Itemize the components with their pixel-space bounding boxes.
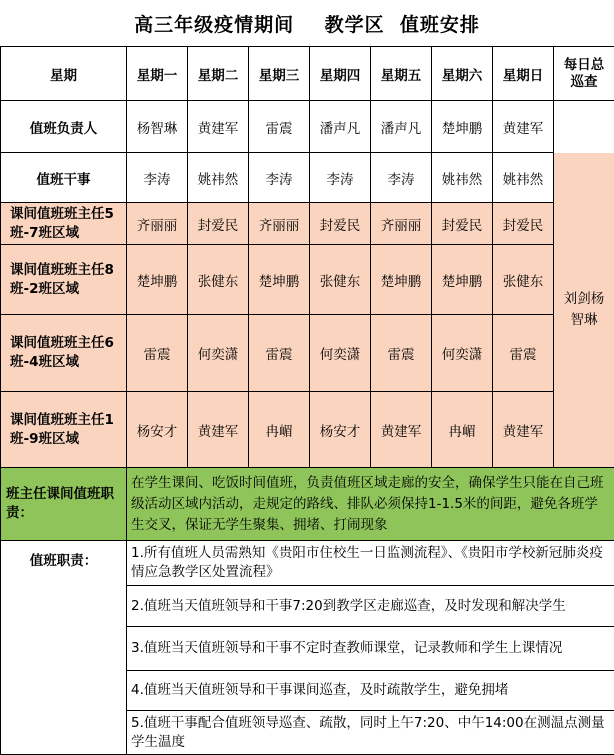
day-header-wed: 星期三 [249, 47, 310, 101]
table-cell: 李涛 [371, 153, 432, 203]
day-header-fri: 星期五 [371, 47, 432, 101]
duty-item: 2.值班当天值班领导和干事7:20到教学区走廊巡查，及时发现和解决学生 [127, 586, 614, 627]
table-cell: 楚坤鹏 [249, 245, 310, 315]
table-cell: 姚祎然 [432, 153, 493, 203]
table-cell: 楚坤鹏 [127, 245, 188, 315]
table-cell: 封爱民 [432, 203, 493, 245]
table-cell: 冉嵋 [432, 392, 493, 468]
table-cell: 封爱民 [310, 203, 371, 245]
table-cell: 姚祎然 [493, 153, 554, 203]
table-cell: 黄建军 [188, 392, 249, 468]
day-header-sat: 星期六 [432, 47, 493, 101]
daily-inspectors-cell [554, 153, 614, 468]
duty-item: 1.所有值班人员需熟知《贵阳市住校生一日监测流程》、《贵阳市学校新冠肺炎疫情应急教学区处置流程》 [127, 541, 614, 586]
table-cell: 杨智琳 [127, 101, 188, 153]
table-cell: 齐丽丽 [127, 203, 188, 245]
daily-inspectors: 刘剑杨智琳 [559, 289, 609, 331]
table-cell: 雷震 [249, 101, 310, 153]
duty-item-row [1, 541, 614, 586]
table-cell: 何奕潇 [188, 315, 249, 392]
daily-inspect-blank [554, 101, 614, 153]
table-cell: 封爱民 [188, 203, 249, 245]
table-cell: 楚坤鹏 [432, 101, 493, 153]
duties-label: 值班职责： [1, 541, 127, 755]
table-cell: 齐丽丽 [249, 203, 310, 245]
table-cell: 姚祎然 [188, 153, 249, 203]
table-cell: 黄建军 [188, 101, 249, 153]
duty-schedule-table [0, 46, 614, 755]
row-label: 值班负责人 [1, 101, 127, 153]
table-cell: 杨安才 [310, 392, 371, 468]
table-cell: 冉嵋 [249, 392, 310, 468]
day-header-sun: 星期日 [493, 47, 554, 101]
table-cell: 雷震 [127, 315, 188, 392]
weekday-header: 星期 [1, 47, 127, 101]
day-header-thu: 星期四 [310, 47, 371, 101]
table-cell: 黄建军 [371, 392, 432, 468]
table-cell: 封爱民 [493, 203, 554, 245]
duty-item: 4.值班当天值班领导和干事课间巡查，及时疏散学生，避免拥堵 [127, 671, 614, 711]
row-label: 课间值班班主任8班-2班区域 [1, 245, 127, 315]
table-cell: 张健东 [310, 245, 371, 315]
table-cell: 张健东 [493, 245, 554, 315]
homeroom-duty-text: 在学生课间、吃饭时间值班，负责值班区域走廊的安全，确保学生只能在自己班级活动区域内活动，走规定的路线、排队必须保持1-1.5米的间距，避免各班学生交叉，保证无学生聚集、拥堵、打闹现象 [127, 468, 614, 541]
table-row [1, 315, 614, 392]
table-cell: 何奕潇 [310, 315, 371, 392]
daily-inspect-header: 每日总巡查 [554, 47, 614, 101]
table-cell: 雷震 [371, 315, 432, 392]
table-cell: 雷震 [249, 315, 310, 392]
page-title: 高三年级疫情期间 教学区 值班安排 [0, 0, 614, 46]
duty-item: 5.值班干事配合值班领导巡查、疏散，同时上午7:20、中午14:00在测温点测量学生温度 [127, 711, 614, 755]
duty-item: 3.值班当天值班领导和干事不定时查教师课堂，记录教师和学生上课情况 [127, 627, 614, 671]
table-cell: 李涛 [127, 153, 188, 203]
table-cell: 潘声凡 [310, 101, 371, 153]
table-cell: 齐丽丽 [371, 203, 432, 245]
day-header-mon: 星期一 [127, 47, 188, 101]
table-cell: 雷震 [493, 315, 554, 392]
table-cell: 何奕潇 [432, 315, 493, 392]
row-label: 课间值班班主任1班-9班区域 [1, 392, 127, 468]
homeroom-duty-label: 班主任课间值班职责： [1, 468, 127, 541]
day-header-tue: 星期二 [188, 47, 249, 101]
row-label: 课间值班班主任5班-7班区域 [1, 203, 127, 245]
table-cell: 张健东 [188, 245, 249, 315]
homeroom-duty-row [1, 468, 614, 541]
row-label: 课间值班班主任6班-4班区域 [1, 315, 127, 392]
table-cell: 黄建军 [493, 101, 554, 153]
table-cell: 黄建军 [493, 392, 554, 468]
header-row [1, 47, 614, 101]
table-cell: 潘声凡 [371, 101, 432, 153]
table-row [1, 101, 614, 153]
table-row [1, 392, 614, 468]
table-row [1, 153, 614, 203]
table-cell: 李涛 [249, 153, 310, 203]
table-row [1, 245, 614, 315]
table-cell: 楚坤鹏 [432, 245, 493, 315]
table-row [1, 203, 614, 245]
row-label: 值班干事 [1, 153, 127, 203]
table-cell: 李涛 [310, 153, 371, 203]
table-cell: 杨安才 [127, 392, 188, 468]
table-cell: 楚坤鹏 [371, 245, 432, 315]
